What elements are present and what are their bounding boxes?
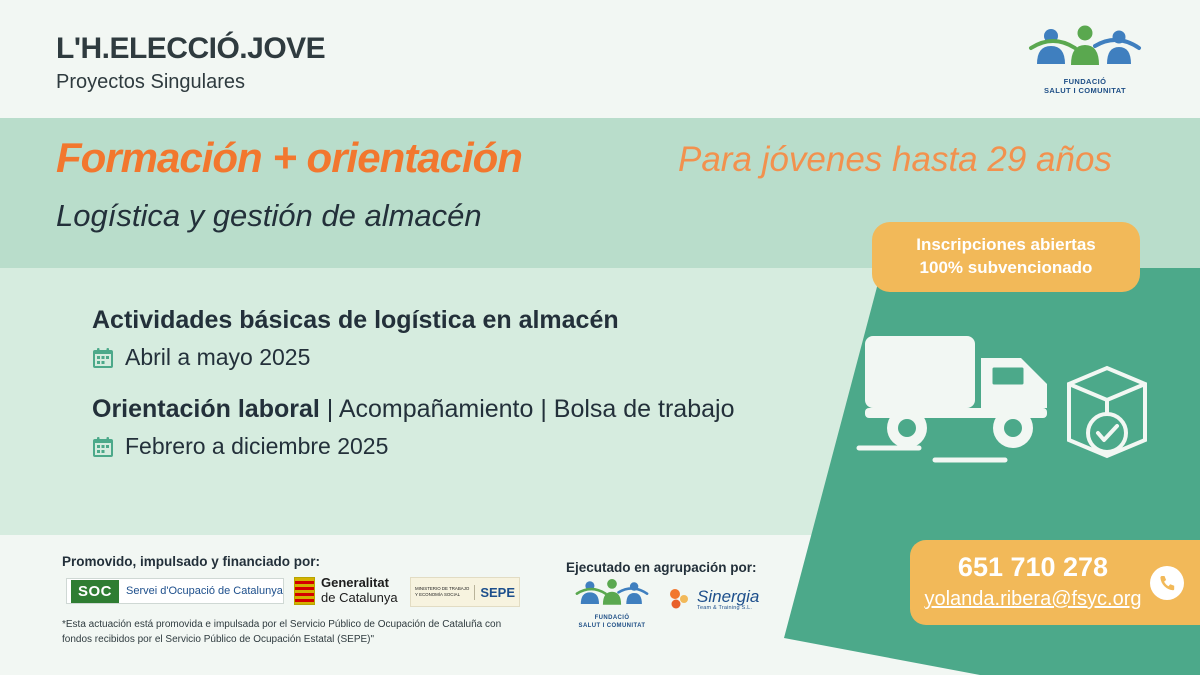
sinergia-text-block: [697, 588, 759, 611]
soc-mark: SOC: [71, 580, 119, 603]
phone-icon: [1150, 566, 1184, 600]
soc-logo: [66, 578, 284, 604]
fsyc-logo: [1010, 24, 1160, 96]
course-2-title: [92, 394, 734, 424]
hero-title: Formación + orientación: [56, 134, 522, 181]
footer-left-title: Promovido, impulsado y financiado por:: [62, 554, 321, 569]
sepe-ministry-text: MINISTERIO DE TRABAJO Y ECONOMÍA SOCIAL: [415, 586, 470, 597]
course-1-date: Abril a mayo 2025: [125, 344, 311, 370]
catalonia-flag-icon: [294, 577, 315, 605]
calendar-icon: [92, 436, 114, 458]
sinergia-subtitle: Team & Training S.L.: [697, 604, 753, 611]
fsyc-logo-name: FUNDACIÓ SALUT I COMUNITAT: [1044, 77, 1126, 96]
course-block-1: [92, 305, 619, 371]
footer-right-title: Ejecutado en agrupación por:: [566, 560, 757, 575]
course-block-2: [92, 394, 734, 460]
sinergia-logo: [666, 586, 759, 612]
brand-block: [56, 32, 325, 93]
fsyc-people-icon: [1025, 24, 1145, 70]
course-1-title: [92, 305, 619, 335]
contact-box: [910, 540, 1200, 625]
hero-age-note: Para jóvenes hasta 29 años: [678, 140, 1112, 179]
truck-illustration: [855, 318, 1155, 503]
generalitat-text: [321, 576, 398, 606]
badge-line-1: Inscripciones abiertas: [916, 235, 1096, 254]
fsyc-footer-logo: [566, 578, 658, 630]
phone-glyph-icon: [1157, 573, 1177, 593]
course-2-date: Febrero a diciembre 2025: [125, 433, 389, 459]
fsyc-footer-name: FUNDACIÓ SALUT I COMUNITAT: [578, 615, 646, 629]
course-2-title-rest: | Acompañamiento | Bolsa de trabajo: [319, 395, 735, 423]
sepe-mark: SEPE: [474, 585, 515, 600]
sinergia-name: Sinergia: [697, 586, 760, 606]
course-2-title-bold: Orientación laboral: [92, 395, 320, 423]
hero-subtitle: Logística y gestión de almacén: [56, 198, 482, 233]
generalitat-line-1: Generalitat: [321, 575, 389, 590]
sepe-logo: [410, 577, 520, 607]
contact-phone[interactable]: 651 710 278: [957, 552, 1109, 582]
delivery-truck-icon: [855, 318, 1155, 498]
soc-text: Servei d'Ocupació de Catalunya: [126, 585, 283, 597]
badge-line-2: 100% subvencionado: [919, 257, 1093, 277]
course-2-date-row: [92, 433, 734, 460]
status-badge: [872, 222, 1140, 292]
footer-disclaimer: *Esta actuación está promovida e impulsada por el Servicio Público de Ocupación de Cataluña con fondos recibidos por el Servicio Público de Ocupación Estatal (SEPE)": [62, 619, 502, 645]
sinergia-swirl-icon: [666, 586, 692, 612]
generalitat-logo: [294, 576, 398, 606]
course-1-date-row: [92, 344, 619, 371]
fsyc-people-icon: [573, 578, 651, 608]
calendar-icon: [92, 347, 114, 369]
generalitat-line-2: de Catalunya: [321, 589, 398, 605]
brand-title: L'H.ELECCIÓ.JOVE: [56, 32, 326, 65]
course-1-title-bold: Actividades básicas de logística en almacén: [92, 306, 619, 334]
brand-subtitle: Proyectos Singulares: [56, 71, 245, 93]
contact-email[interactable]: yolanda.ribera@fsyc.org: [924, 588, 1142, 610]
